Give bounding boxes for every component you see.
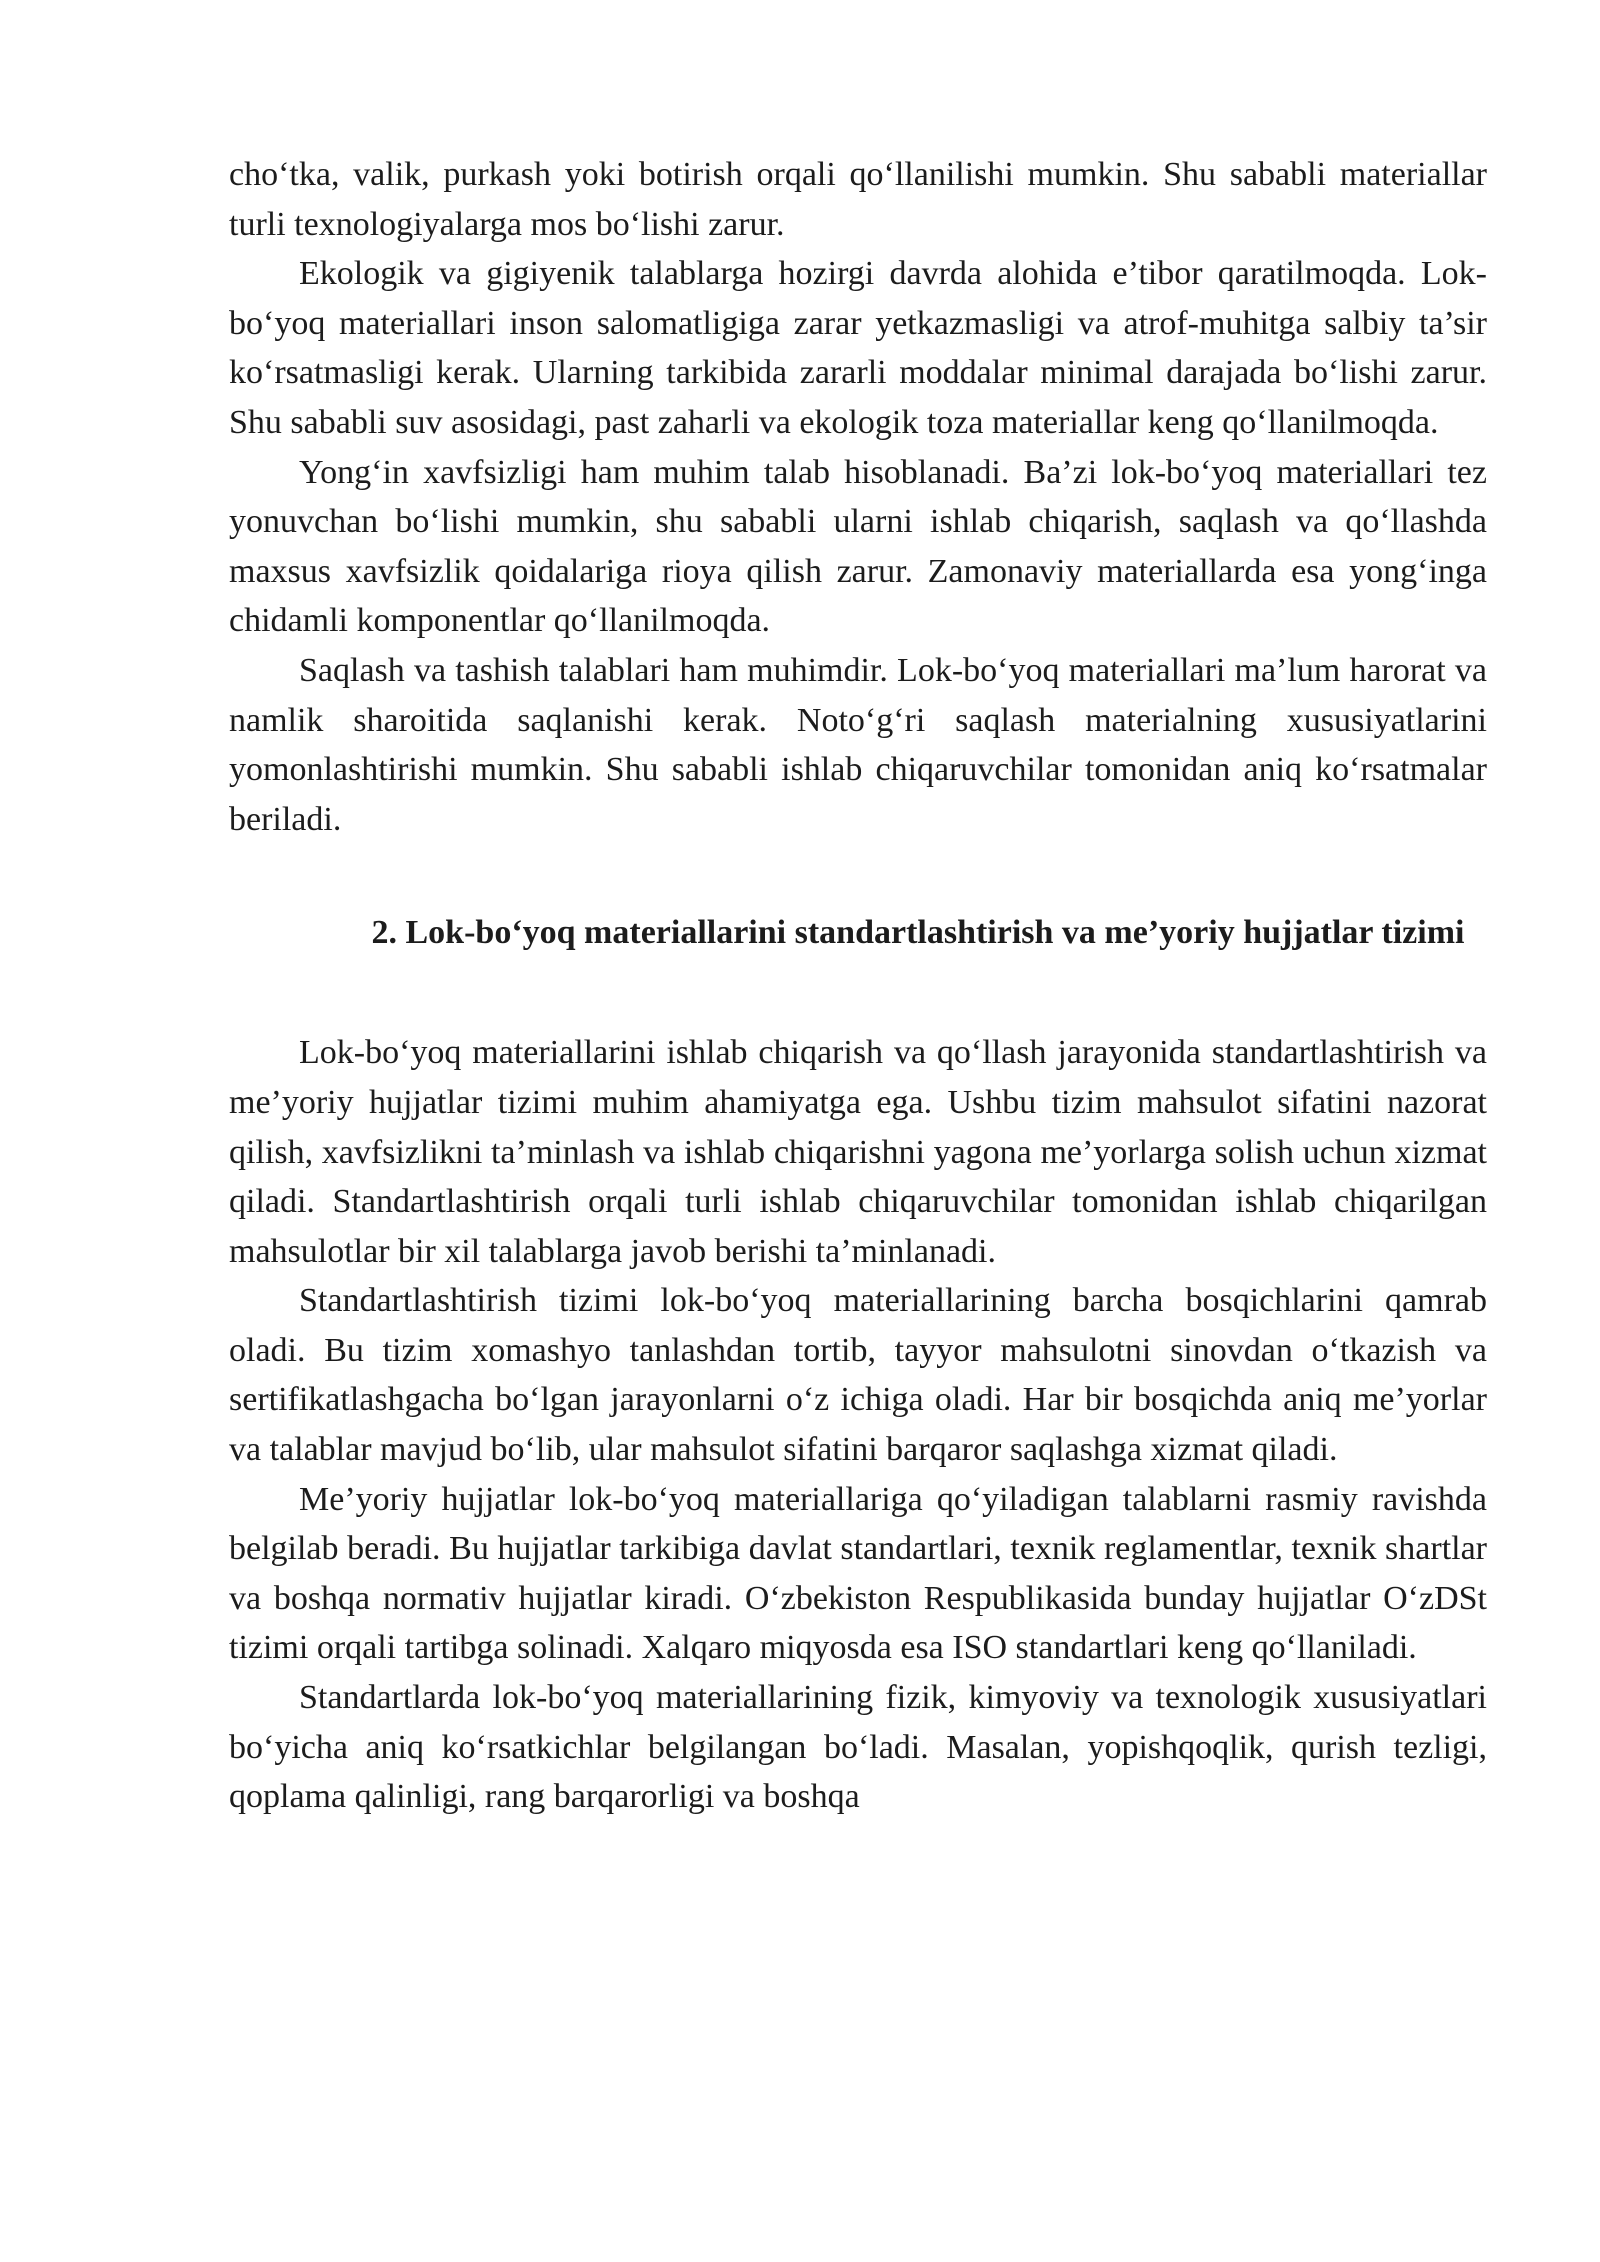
body-paragraph: Ekologik va gigiyenik talablarga hozirgi davrda alohida e’tibor qaratilmoqda. Lok-bo‘yoq materiallari inson salomatligiga zarar yetkazmasligi va atrof-muhitga salbiy ta’sir ko‘rsatmasligi kerak. Ularning tarkibida zararli moddalar minimal darajada bo‘lishi zarur. Shu sababli suv asosidagi, past zaharli va ekologik toza materiallar keng qo‘llanilmoqda. xyxy=(229,255,1487,441)
body-paragraph: Yong‘in xavfsizligi ham muhim talab hisoblanadi. Ba’zi lok-bo‘yoq materiallari tez yonuvchan bo‘lishi mumkin, shu sababli ularni ishlab chiqarish, saqlash va qo‘llashda maxsus xavfsizlik qoidalariga rioya qilish zarur. Zamonaviy materiallarda esa yong‘inga chidamli komponentlar qo‘llanilmoqda. xyxy=(229,453,1487,640)
body-paragraph: Standartlarda lok-bo‘yoq materiallarining fizik, kimyoviy va texnologik xususiyatlari bo‘yicha aniq ko‘rsatkichlar belgilangan bo‘ladi. Masalan, yopishqoqlik, qurish tezligi, qoplama qalinligi, rang barqarorligi va boshqa xyxy=(229,1679,1487,1816)
body-paragraph: Lok-bo‘yoq materiallarini ishlab chiqarish va qo‘llash jarayonida standartlashtirish va me’yoriy hujjatlar tizimi muhim ahamiyatga ega. Ushbu tizim mahsulot sifatini nazorat qilish, xavfsizlikni ta’minlash va ishlab chiqarishni yagona me’yorlarga solish uchun xizmat qiladi. Standartlashtirish orqali turli ishlab chiqaruvchilar tomonidan ishlab chiqarilgan mahsulotlar bir xil talablarga javob berishi ta’minlanadi. xyxy=(229,1034,1487,1270)
body-paragraph: Saqlash va tashish talablari ham muhimdir. Lok-bo‘yoq materiallari ma’lum harorat va namlik sharoitida saqlanishi kerak. Noto‘g‘ri saqlash materialning xususiyatlarini yomonlashtirishi mumkin. Shu sababli ishlab chiqaruvchilar tomonidan aniq ko‘rsatmalar beriladi. xyxy=(229,651,1487,838)
body-paragraph: Standartlashtirish tizimi lok-bo‘yoq materiallarining barcha bosqichlarini qamrab oladi. Bu tizim xomashyo tanlashdan tortib, tayyor mahsulotni sinovdan o‘tkazish va sertifikatlashgacha bo‘lgan jarayonlarni o‘z ichiga oladi. Har bir bosqichda aniq me’yorlar va talablar mavjud bo‘lib, ular mahsulot sifatini barqaror saqlashga xizmat qiladi. xyxy=(229,1282,1487,1469)
section-heading: 2. Lok-bo‘yoq materiallarini standartlashtirish va me’yoriy hujjatlar tizimi xyxy=(371,914,1465,952)
document-page xyxy=(229,150,1487,1822)
body-paragraph: cho‘tka, valik, purkash yoki botirish orqali qo‘llanilishi mumkin. Shu sababli materiallar turli texnologiyalarga mos bo‘lishi zarur. xyxy=(229,156,1487,243)
body-paragraph: Me’yoriy hujjatlar lok-bo‘yoq materiallariga qo‘yiladigan talablarni rasmiy ravishda belgilab beradi. Bu hujjatlar tarkibiga davlat standartlari, texnik reglamentlar, texnik shartlar va boshqa normativ hujjatlar kiradi. O‘zbekiston Respublikasida bunday hujjatlar O‘zDSt tizimi orqali tartibga solinadi. Xalqaro miqyosda esa ISO standartlari keng qo‘llaniladi. xyxy=(229,1480,1487,1667)
